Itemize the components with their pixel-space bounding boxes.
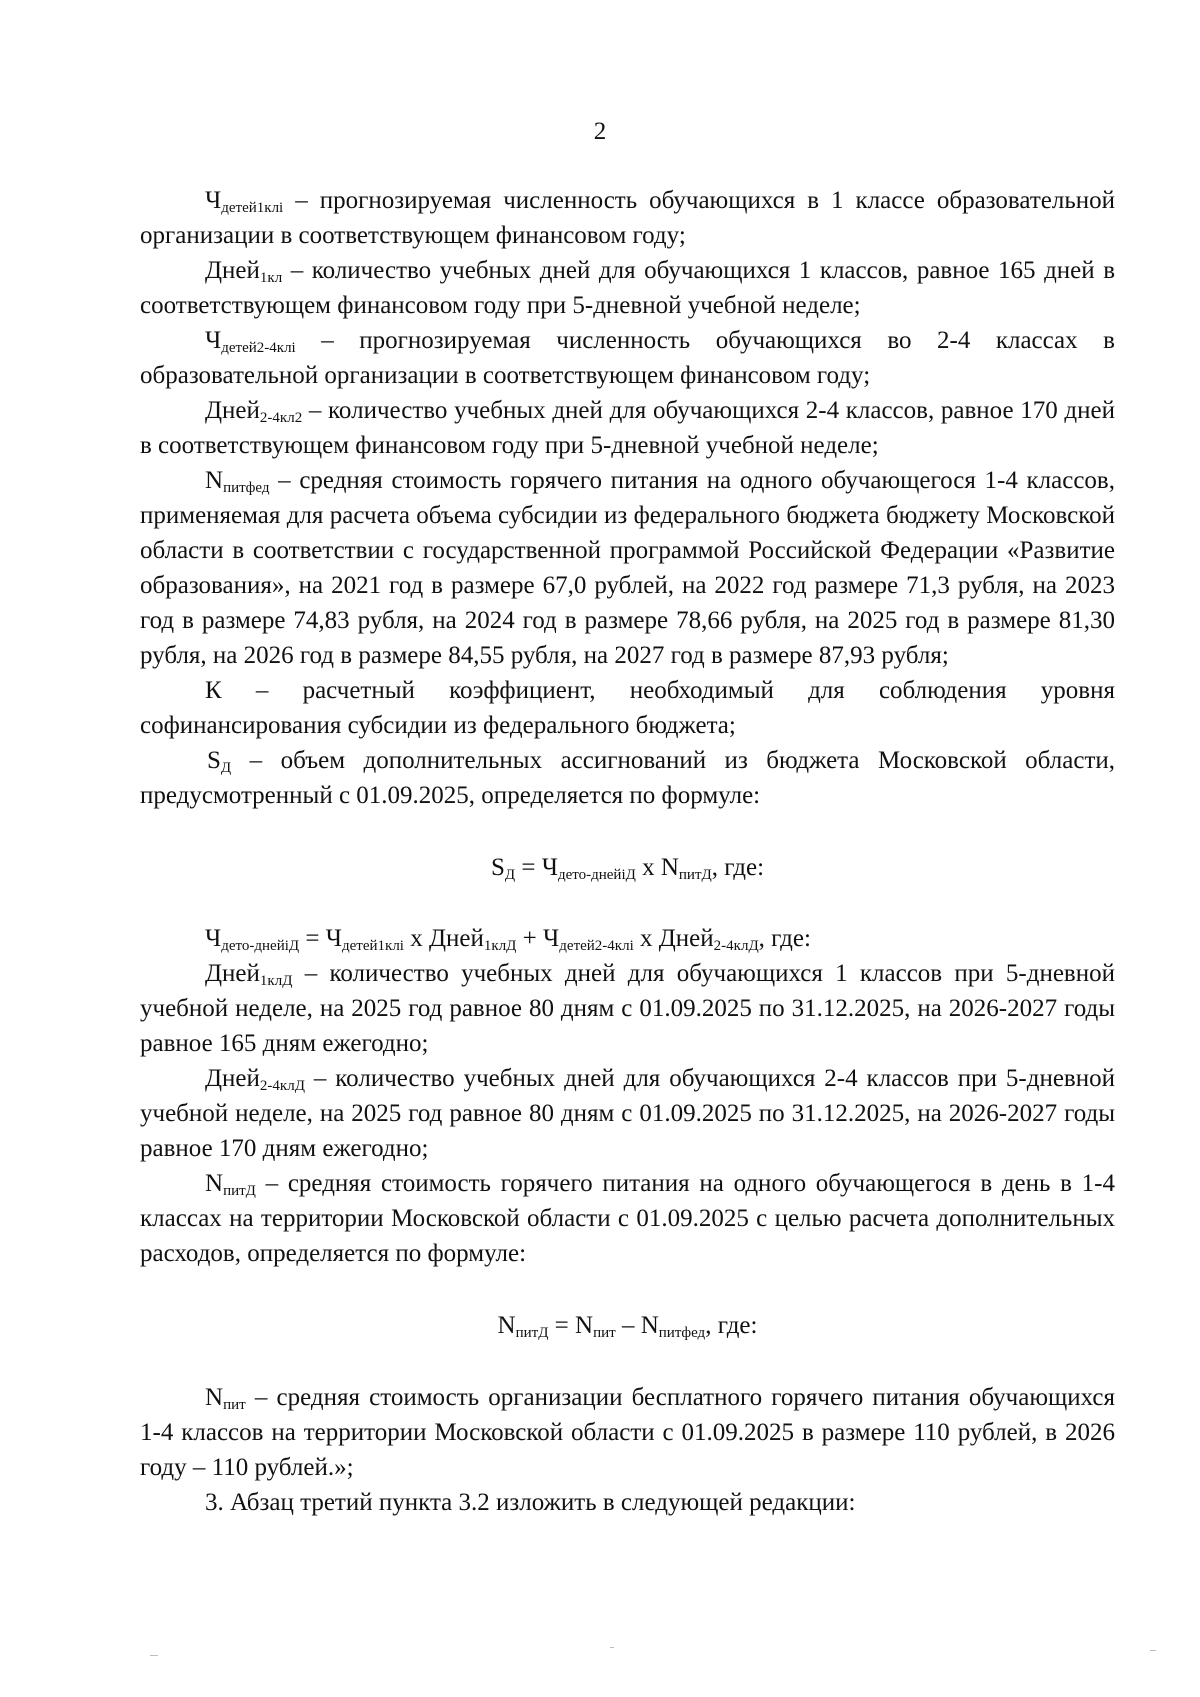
symbol-subscript: 1кл bbox=[259, 270, 283, 286]
formula-additional-allocations bbox=[140, 850, 1115, 885]
paragraph-text: – средняя стоимость организации бесплатного горячего питания обучающихся 1-4 классов на территории Московской области с 01.09.2025 в размере 110 рублей, в 2026 году – 110 рублей.»; bbox=[140, 1384, 1115, 1481]
symbol: Ч bbox=[205, 327, 222, 354]
symbol-subscript: Д bbox=[220, 760, 232, 776]
paragraph-text: – количество учебных дней для обучающихся 1 классов, равное 165 дней в соответствующем финансовом году при 5-дневной учебной неделе; bbox=[140, 257, 1115, 319]
formula-term: – N bbox=[615, 1312, 659, 1339]
formula-subscript: дето-днейіД bbox=[557, 867, 636, 883]
symbol-subscript: питфед bbox=[223, 480, 270, 496]
symbol: N bbox=[205, 467, 224, 494]
formula-term: , где: bbox=[758, 925, 811, 952]
formula-term: , где: bbox=[711, 854, 765, 881]
formula-term: , где: bbox=[705, 1312, 758, 1339]
symbol: N bbox=[205, 1170, 224, 1197]
paragraph-federal-meal-cost bbox=[140, 463, 1115, 673]
symbol-subscript: 1клД bbox=[259, 973, 293, 989]
paragraph-text: – количество учебных дней для обучающихся 1 классов при 5-дневной учебной неделе, на 2025 год равное 80 дням с 01.09.2025 по 31.12.2025, на 2026-2027 годы равное 165 дням ежегодно; bbox=[140, 960, 1115, 1057]
paragraph-text: 3. Абзац третий пункта 3.2 изложить в следующей редакции: bbox=[205, 1489, 856, 1516]
formula-subscript: питфед bbox=[658, 1325, 706, 1341]
formula-subscript: питД bbox=[515, 1325, 549, 1341]
symbol: Дней bbox=[205, 257, 260, 284]
formula-term: = N bbox=[548, 1312, 594, 1339]
symbol-subscript: детей2-4клі bbox=[221, 340, 296, 356]
symbol: Дней bbox=[205, 1065, 260, 1092]
paragraph-text: – средняя стоимость горячего питания на одного обучающегося 1-4 классов, применяемая для расчета объема субсидии из федерального бюджета бюджету Московской области в соответствии с государственной программой Российской Федерации «Развитие образования», на 2021 год в размере 67,0 рублей, на 2022 год размере 71,3 рубля, на 2023 год в размере 74,83 рубля, на 2024 год в размере 78,66 рубля, на 2025 год в размере 81,30 рубля, на 2026 год в размере 84,55 рубля, на 2027 год в размере 87,93 рубля; bbox=[140, 467, 1115, 669]
formula-subscript: питД bbox=[678, 867, 712, 883]
formula-subscript: пит bbox=[593, 1325, 616, 1341]
symbol: Ч bbox=[205, 187, 222, 214]
page-number: 2 bbox=[593, 118, 607, 145]
formula-subscript: дето-днейіД bbox=[221, 938, 300, 954]
document-body bbox=[140, 183, 1115, 1520]
symbol: N bbox=[205, 1384, 224, 1411]
formula-subscript: 2-4клД bbox=[713, 938, 759, 954]
symbol: Дней bbox=[205, 960, 260, 987]
paragraph-text: К – расчетный коэффициент, необходимый для соблюдения уровня софинансирования субсидии из федерального бюджета; bbox=[140, 677, 1115, 739]
formula-child-days bbox=[140, 921, 1115, 956]
paragraph-days-grade1-additional bbox=[140, 956, 1115, 1061]
paragraph-text: – средняя стоимость горячего питания на одного обучающегося в день в 1-4 классах на территории Московской области с 01.09.2025 с целью расчета дополнительных расходов, определяется по формуле: bbox=[140, 1170, 1115, 1267]
formula-term: + Ч bbox=[516, 925, 560, 952]
paragraph-days-grade1 bbox=[140, 253, 1115, 323]
paragraph-additional-meal-cost bbox=[140, 1166, 1115, 1271]
formula-subscript: детей1клі bbox=[342, 938, 404, 954]
symbol-subscript: питД bbox=[223, 1183, 256, 1199]
paragraph-additional-allocations bbox=[140, 743, 1115, 813]
formula-term: = Ч bbox=[515, 854, 558, 881]
symbol-subscript: 2-4клД bbox=[259, 1078, 305, 1094]
paragraph-children-grade2-4 bbox=[140, 323, 1115, 393]
paragraph-meal-cost bbox=[140, 1380, 1115, 1485]
scan-mark bbox=[150, 1655, 158, 1656]
paragraph-amendment bbox=[140, 1485, 1115, 1520]
scan-mark bbox=[1150, 1650, 1156, 1651]
paragraph-text: – количество учебных дней для обучающихся 2-4 классов, равное 170 дней в соответствующем финансовом году при 5-дневной учебной неделе; bbox=[140, 397, 1115, 459]
paragraph-text: – прогнозируемая численность обучающихся во 2-4 классах в образовательной организации в соответствующем финансовом году; bbox=[140, 327, 1115, 389]
formula-term: x Дней bbox=[403, 925, 484, 952]
paragraph-days-grade2-4 bbox=[140, 393, 1115, 463]
formula-subscript: 1клД bbox=[483, 938, 517, 954]
formula-additional-meal-cost bbox=[140, 1308, 1115, 1343]
formula-term: x N bbox=[635, 854, 679, 881]
formula-term: x Дней bbox=[633, 925, 714, 952]
paragraph-text: – объем дополнительных ассигнований из бюджета Московской области, предусмотренный с 01.09.2025, определяется по формуле: bbox=[140, 747, 1115, 809]
formula-term: S bbox=[490, 854, 505, 881]
symbol-subscript: пит bbox=[223, 1397, 246, 1413]
paragraph-children-grade1 bbox=[140, 183, 1115, 253]
paragraph-text: – прогнозируемая численность обучающихся в 1 классе образовательной организации в соответствующем финансовом году; bbox=[140, 187, 1115, 249]
paragraph-text: – количество учебных дней для обучающихся 2-4 классов при 5-дневной учебной неделе, на 2025 год равное 80 дням с 01.09.2025 по 31.12.2025, на 2026-2027 годы равное 170 дням ежегодно; bbox=[140, 1065, 1115, 1162]
formula-subscript: Д bbox=[504, 867, 516, 883]
scan-mark bbox=[610, 1647, 614, 1648]
symbol: Дней bbox=[205, 397, 260, 424]
formula-term: N bbox=[497, 1312, 516, 1339]
paragraph-coefficient bbox=[140, 673, 1115, 743]
formula-term: = Ч bbox=[299, 925, 342, 952]
symbol-subscript: детей1клі bbox=[221, 200, 284, 216]
paragraph-days-grade2-4-additional bbox=[140, 1061, 1115, 1166]
formula-term: Ч bbox=[205, 925, 222, 952]
symbol-subscript: 2-4кл2 bbox=[259, 410, 303, 426]
formula-subscript: детей2-4клі bbox=[559, 938, 634, 954]
symbol: S bbox=[207, 747, 221, 774]
